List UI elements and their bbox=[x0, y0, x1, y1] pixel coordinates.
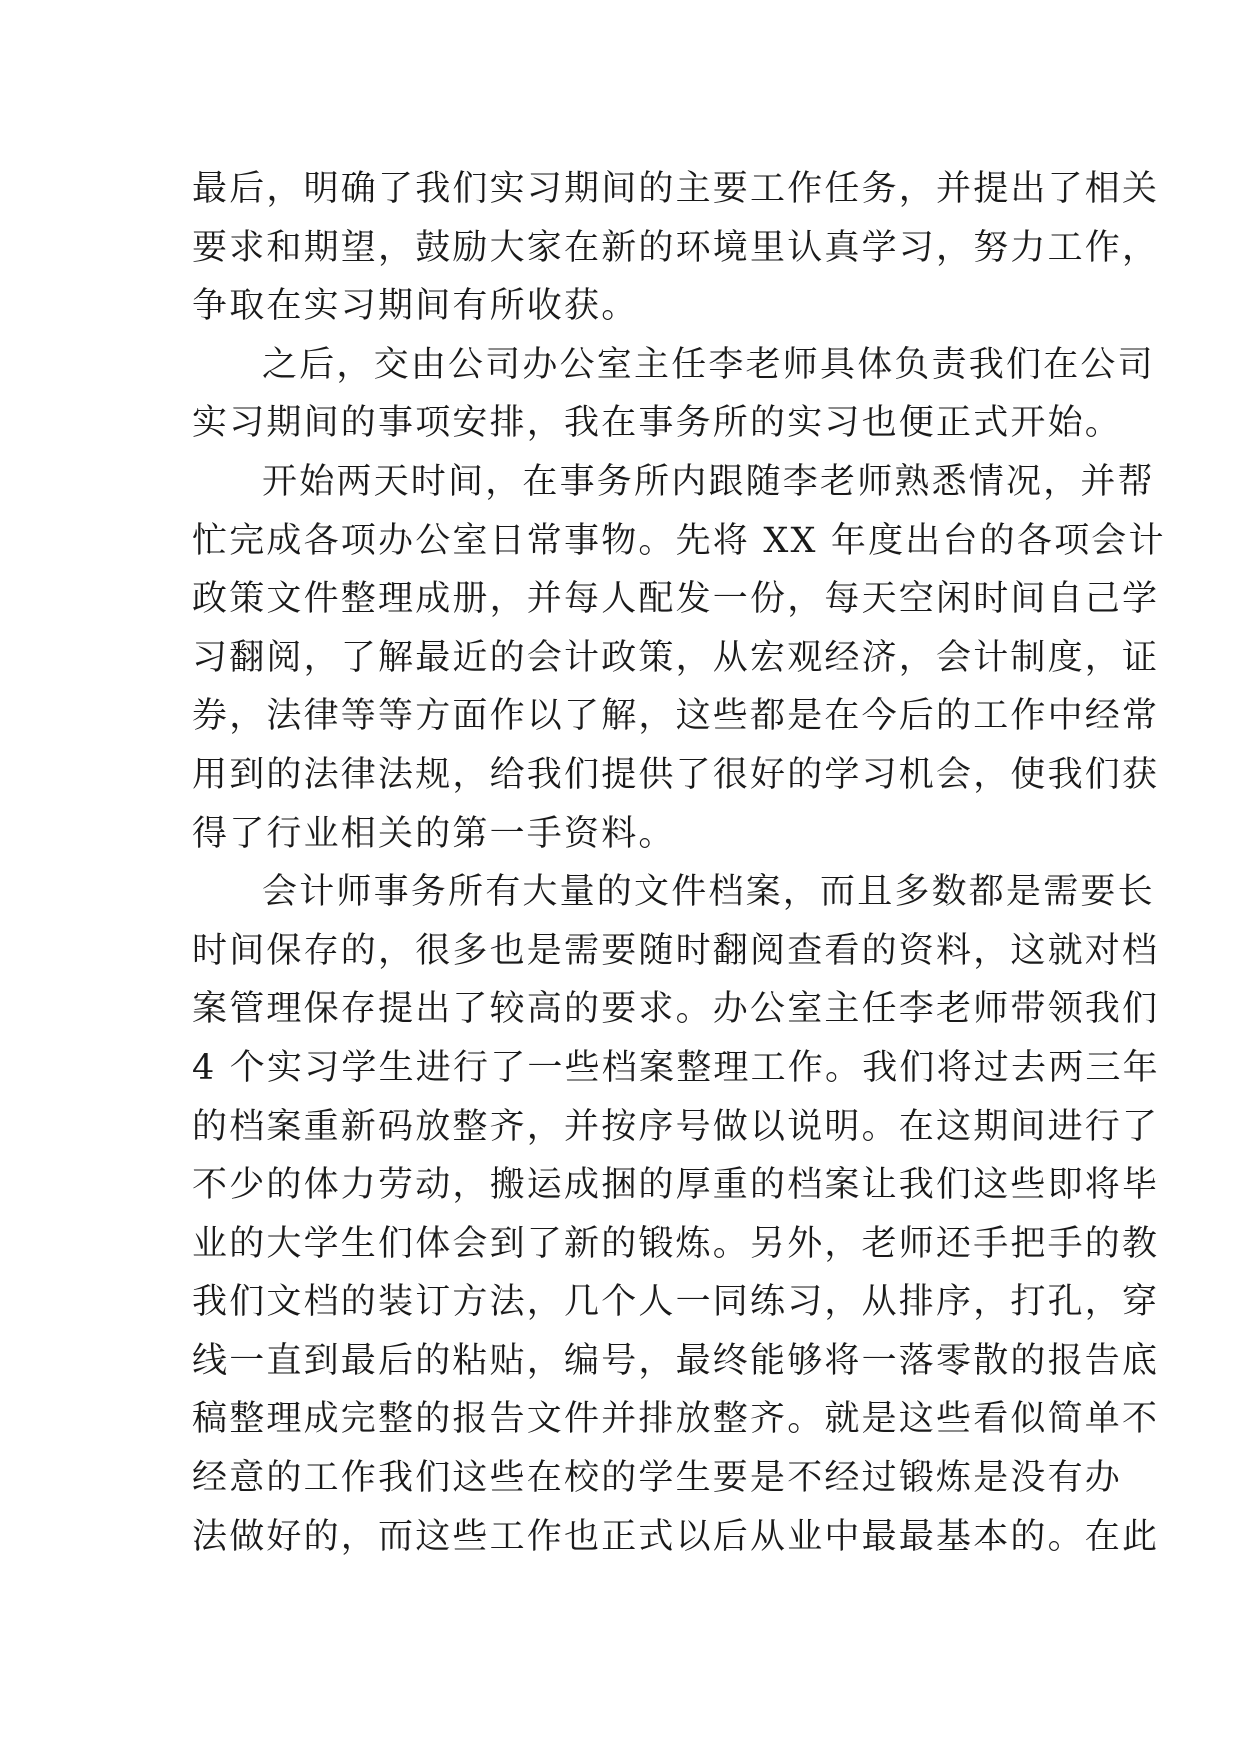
text-line: 不少的体力劳动，搬运成捆的厚重的档案让我们这些即将毕 bbox=[192, 1165, 1160, 1206]
text-line: 4 个实习学生进行了一些档案整理工作。我们将过去两三年 bbox=[192, 1047, 1160, 1088]
text-line: 得了行业相关的第一手资料。 bbox=[192, 813, 676, 854]
text-line: 实习期间的事项安排，我在事务所的实习也便正式开始。 bbox=[192, 403, 1123, 444]
text-line: 稿整理成完整的报告文件并排放整齐。就是这些看似简单不 bbox=[192, 1399, 1160, 1440]
text-line: 政策文件整理成册，并每人配发一份，每天空闲时间自己学 bbox=[192, 579, 1160, 620]
text-line: 线一直到最后的粘贴，编号，最终能够将一落零散的报告底 bbox=[192, 1340, 1160, 1381]
document-body bbox=[192, 160, 1166, 1566]
text-line: 时间保存的，很多也是需要随时翻阅查看的资料，这就对档 bbox=[192, 930, 1160, 971]
text-line: 争取在实习期间有所收获。 bbox=[192, 286, 639, 327]
text-line: 券，法律等等方面作以了解，这些都是在今后的工作中经常 bbox=[192, 696, 1160, 737]
text-line: 案管理保存提出了较高的要求。办公室主任李老师带领我们 bbox=[192, 989, 1160, 1030]
text-line: 业的大学生们体会到了新的锻炼。另外，老师还手把手的教 bbox=[192, 1223, 1160, 1264]
paragraph-first-line: 之后，交由公司办公室主任李老师具体负责我们在公司 bbox=[262, 344, 1155, 385]
paragraph-first-line: 开始两天时间，在事务所内跟随李老师熟悉情况，并帮 bbox=[262, 461, 1155, 502]
text-line: 要求和期望，鼓励大家在新的环境里认真学习，努力工作， bbox=[192, 227, 1160, 268]
text-line: 法做好的，而这些工作也正式以后从业中最最基本的。在此 bbox=[192, 1516, 1160, 1557]
paragraph-first-line: 会计师事务所有大量的文件档案，而且多数都是需要长 bbox=[262, 872, 1155, 913]
text-line: 用到的法律法规，给我们提供了很好的学习机会，使我们获 bbox=[192, 754, 1160, 795]
text-line: 忙完成各项办公室日常事物。先将 XX 年度出台的各项会计 bbox=[192, 520, 1166, 561]
text-line: 我们文档的装订方法，几个人一同练习，从排序，打孔，穿 bbox=[192, 1282, 1160, 1323]
text-line: 习翻阅，了解最近的会计政策，从宏观经济，会计制度，证 bbox=[192, 637, 1160, 678]
text-line: 的档案重新码放整齐，并按序号做以说明。在这期间进行了 bbox=[192, 1106, 1160, 1147]
text-line: 经意的工作我们这些在校的学生要是不经过锻炼是没有办 bbox=[192, 1458, 1123, 1499]
text-line: 最后，明确了我们实习期间的主要工作任务，并提出了相关 bbox=[192, 169, 1160, 209]
